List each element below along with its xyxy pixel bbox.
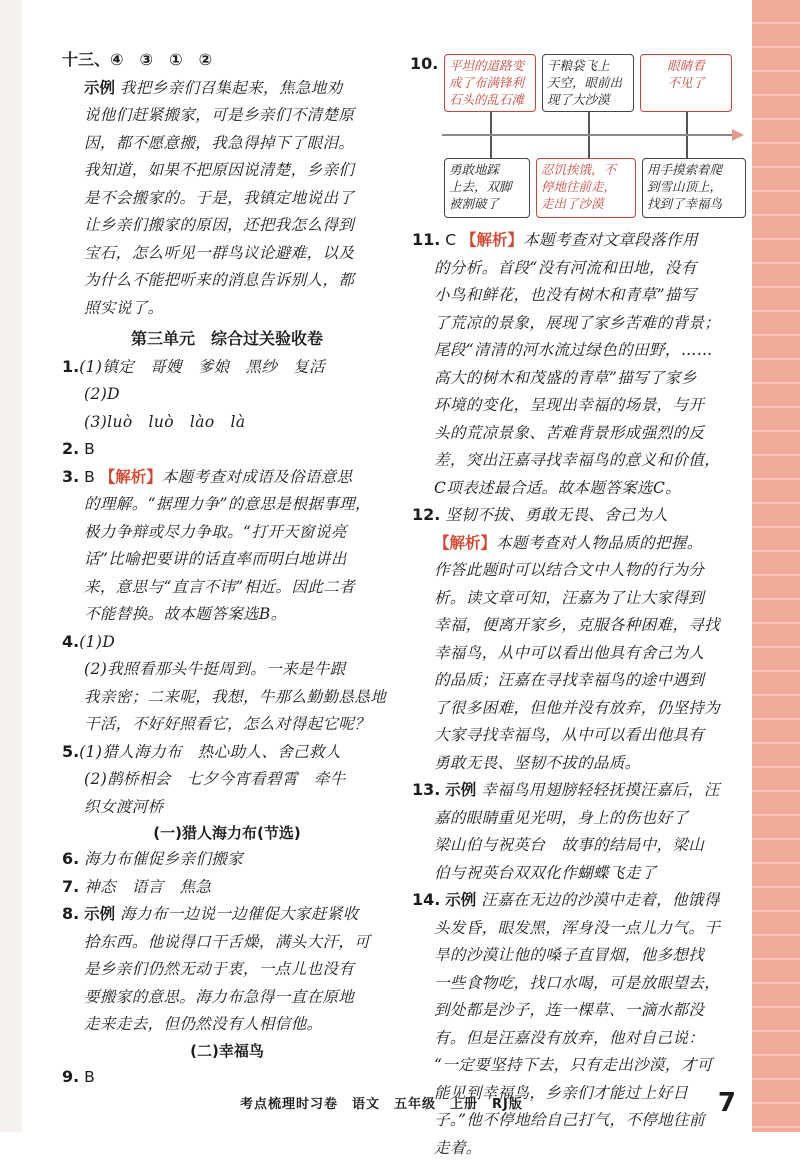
text-line: 宝石，怎么听见一群鸟议论避难，以及 [84,243,355,262]
text-line: 照实说了。 [84,298,164,317]
q-number: 9. [62,1066,80,1086]
text-line: 子。”他不停地给自己打气，不停地往前 [434,1111,705,1129]
text-line: 大家寻找幸福鸟，从中可以看出他具有 [434,726,705,744]
text-line: 本题考查对成语及俗语意思 [161,467,353,486]
q3-answer: B [84,467,95,486]
text-line: 了荒凉的景象，展现了家乡苦难的背景； [434,313,721,332]
q2-answer: B [84,440,95,458]
page-footer: 考点梳理时习卷 语文 五年级 上册 RJ版 [240,1097,523,1112]
timeline-axis [442,134,740,136]
timeline-bottom-box: 勇敢地踩 上去，双脚 被割破了 [444,158,530,218]
right-decorative-border [752,0,800,1132]
text-line: 到处都是沙子，连一棵草、一滴水都没 [434,1001,705,1019]
q-number: 5. [62,741,80,761]
connector [686,112,688,134]
text-line: 伯与祝英台双双化作蝴蝶飞走了 [434,863,657,882]
connector [490,112,492,134]
q1-b: (2)D [84,385,120,403]
text-line: 旱的沙漠让他的嗓子直冒烟，他多想找 [434,946,705,964]
text-line: 因，都不愿意搬，我急得掉下了眼泪。 [84,133,355,152]
q-number: 11. [412,230,441,249]
text-line: 海力布一边说一边催促大家赶紧收 [120,905,359,923]
q13-header [62,48,392,72]
text-line: 差，突出汪嘉寻找幸福鸟的意义和价值， [434,451,721,469]
connector [686,136,688,158]
example-label: 示例 [445,891,477,909]
q3 [62,465,392,489]
q5 [62,740,392,764]
q4-a: (1)D [79,632,116,651]
q6-answer: 海力布催促乡亲们搬家 [84,850,244,868]
text-line: 说他们赶紧搬家，可是乡亲们不清楚原 [84,106,355,124]
timeline-top-box: 眼睛看 不见了 [640,54,732,112]
q-number: 13. [412,780,441,799]
text-line: 的品质；汪嘉在寻找幸福鸟的途中遇到 [434,671,705,689]
text-line: 幸福鸟，从中可以看出他具有舍己为人 [434,643,705,662]
example-label: 示例 [84,905,116,923]
analysis-tag: 【解析】 [99,467,162,486]
text-line: 我亲密；二来呢，我想，牛那么勤勤恳恳地 [84,687,387,706]
q1 [62,355,392,379]
q5-a: (1)猎人海力布 热心助人、舍己救人 [79,742,341,761]
q-number: 12. [412,505,441,524]
reading-title-2: (二)幸福鸟 [190,1041,264,1060]
text-line: 走着。 [434,1138,482,1157]
q9 [62,1065,392,1089]
left-margin-strip [0,0,22,1132]
text-line: 干活，不好好照看它，怎么对得起它呢？ [84,715,371,733]
text-line: 为什么不能把听来的消息告诉别人，都 [84,271,355,289]
example-label: 示例 [84,78,116,97]
text-line: 嘉的眼睛重见光明，身上的伤也好了 [434,808,689,827]
q10-timeline-diagram [412,52,742,222]
analysis-tag: 【解析】 [461,231,524,249]
text-line: 本题考查对人物品质的把握。 [496,533,703,552]
q6 [62,847,392,871]
text-line: 尾段“清清的河水流过绿色的田野，…… [434,341,713,359]
timeline-bottom-box: 忍饥挨饿，不 停地往前走， 走出了沙漠 [536,158,636,218]
q9-answer: B [84,1067,95,1086]
arrow-right-icon [732,129,744,141]
analysis-tag: 【解析】 [434,533,497,552]
text-line: 是乡亲们仍然无动于衷，一点儿也没有 [84,960,355,978]
page-number: 7 [717,1088,736,1118]
unit-title: 第三单元 综合过关验收卷 [130,328,323,348]
q13 [412,778,754,802]
left-column [62,48,392,1092]
text-line: 我把乡亲们召集起来，焦急地劝 [119,78,343,97]
text-line: 梁山伯与祝英台 故事的结局中，梁山 [434,836,705,854]
text-line: 了很多困难，但他并没有放弃，仍坚持为 [434,698,721,717]
q13-answer-order: 十三、④ ③ ① ② [62,50,213,69]
text-line: 本题考查对文章段落作用 [523,231,698,249]
text-line: 让乡亲们搬家的原因，还把我怎么得到 [84,216,355,234]
q-number: 4. [62,631,80,651]
q-number: 10. [410,54,439,73]
text-line: 织女渡河桥 [84,797,164,816]
text-line: 拾东西。他说得口干舌燥，满头大汗，可 [84,932,371,951]
text-line: 幸福鸟用翅膀轻轻抚摸汪嘉后，汪 [481,781,720,799]
q11-answer: C [445,231,457,249]
timeline-top-box: 平坦的道路变 成了布满锋利 石头的乱石滩 [444,54,536,112]
connector [588,112,590,134]
connector [588,136,590,158]
text-line: 析。读文章可知，汪嘉为了让大家得到 [434,588,705,607]
text-line: 头的荒凉景象、苦难背景形成强烈的反 [434,423,705,442]
q-number: 1. [62,356,80,376]
text-line: 小鸟和鲜花，也没有树木和青草”描写 [434,286,697,304]
q11 [412,228,754,252]
q4 [62,630,392,654]
text-line: 有。但是汪嘉没有放弃，他对自己说： [434,1028,705,1047]
timeline-bottom-box: 用手摸索着爬 到雪山顶上， 找到了幸福鸟 [642,158,746,218]
q12-analysis-first [412,531,754,555]
text-line: C项表述最合适。故本题答案选C。 [434,478,682,497]
text-line: 的理解。“据理力争”的意思是根据事理， [84,495,371,513]
text-line: “一定要坚持下去，只有走出沙漠，才可 [434,1056,713,1074]
q1-a: (1)镇定 哥嫂 爹娘 黑纱 复活 [79,357,325,376]
q8 [62,902,392,926]
q-number: 3. [62,466,80,486]
q7-answer: 神态 语言 焦急 [84,877,212,896]
q-number: 6. [62,849,80,868]
text-line: 不能替换。故本题答案选B。 [84,605,287,623]
text-line: (2)鹊桥相会 七夕今宵看碧霄 牵牛 [84,770,346,788]
text-line: 一些食物吃，找口水喝，可是放眼望去， [434,973,721,992]
text-line: 环境的变化，呈现出幸福的场景，与开 [434,396,705,414]
text-line: 我知道，如果不把原因说清楚，乡亲们 [84,161,355,179]
right-column [412,52,754,1163]
q13-example-first [62,76,392,100]
text-line: 勇敢无畏、坚韧不拔的品质。 [434,753,641,772]
text-line: 头发昏，眼发黑，浑身没一点儿力气。干 [434,918,721,937]
text-line: 来，意思与“直言不讳”相近。因此二者 [84,577,356,596]
q12 [412,503,754,527]
text-line: 的分析。首段“没有河流和田地，没有 [434,258,697,277]
text-line: 极力争辩或尽力争取。“打开天窗说亮 [84,522,347,541]
text-line: 幸福，便离开家乡，克服各种困难，寻找 [434,616,721,634]
text-line: 话”比喻把要讲的话直率而明白地讲出 [84,550,347,568]
text-line: 汪嘉在无边的沙漠中走着，他饿得 [481,891,720,909]
q2 [62,437,392,461]
q14 [412,888,754,912]
text-line: 是不会搬家的。于是，我镇定地说出了 [84,188,355,207]
example-label: 示例 [445,781,477,799]
q-number: 7. [62,876,80,896]
q-number: 2. [62,439,80,458]
text-line: 高大的树木和茂盛的青草”描写了家乡 [434,368,697,387]
text-line: 走来走去，但仍然没有人相信他。 [84,1015,323,1033]
timeline-top-box: 干粮袋飞上 天空，眼前出 现了大沙漠 [542,54,634,112]
q12-answer: 坚韧不拔、勇敢无畏、舍己为人 [445,506,668,524]
reading-title-1: (一)猎人海力布(节选) [153,824,301,842]
q-number: 8. [62,904,80,923]
text-line: 要搬家的意思。海力布急得一直在原地 [84,987,355,1006]
q1-c: (3)luò luò lào là [84,412,246,431]
connector [490,136,492,158]
q7 [62,875,392,899]
text-line: 能见到幸福鸟，乡亲们才能过上好日 [434,1083,689,1102]
text-line: 作答此题时可以结合文中人物的行为分 [434,561,705,579]
q-number: 14. [412,890,441,909]
text-line: (2)我照看那头牛挺周到。一来是牛跟 [84,660,346,678]
